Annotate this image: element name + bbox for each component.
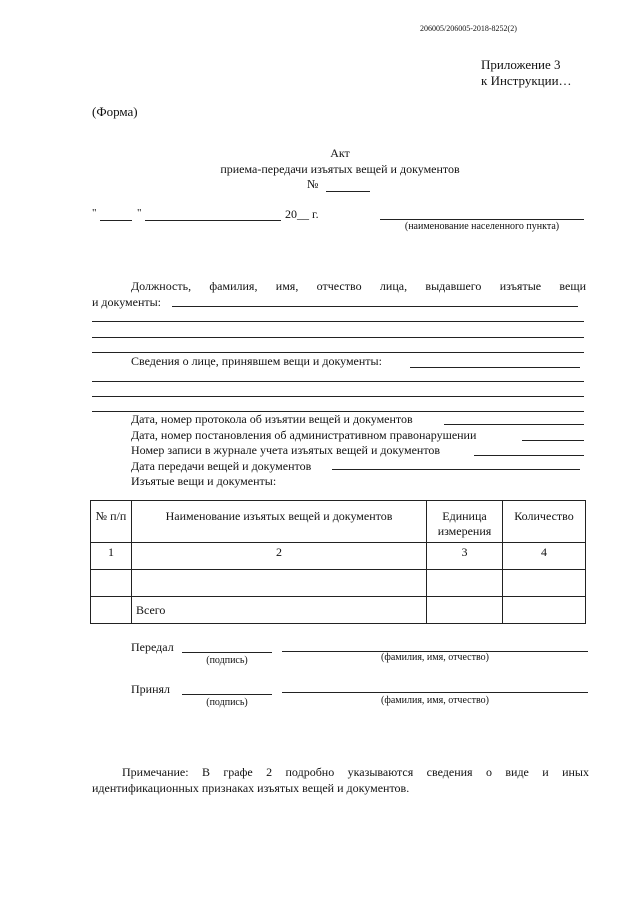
table-cell <box>132 570 427 597</box>
receiver-underline-1 <box>410 367 580 368</box>
accepted-name-underline <box>282 692 588 693</box>
issuer-underline-1 <box>172 306 578 307</box>
table-numbering-row <box>91 543 586 570</box>
header-unit: Единица измерения <box>427 501 503 543</box>
note-line1: Примечание: В графе 2 подробно указываются сведения о виде и иных <box>122 765 589 779</box>
place-underline <box>380 219 584 220</box>
table-cell <box>91 597 132 624</box>
header-number: № п/п <box>91 501 132 543</box>
table-header-row <box>91 501 586 543</box>
month-underline <box>145 220 281 221</box>
table-total-row <box>91 597 586 624</box>
issuer-label-line2: и документы: <box>92 295 162 309</box>
items-table <box>90 500 586 624</box>
accepted-sign-underline <box>182 694 272 695</box>
accepted-name-caption: (фамилия, имя, отчество) <box>381 695 489 706</box>
table-cell <box>91 570 132 597</box>
journal-label: Номер записи в журнале учета изъятых вещей и документов <box>131 443 441 457</box>
handed-sign-caption: (подпись) <box>206 655 248 666</box>
year-label: 20__ г. <box>285 207 319 221</box>
handed-sign-underline <box>182 652 272 653</box>
resolution-underline <box>522 440 584 441</box>
issuer-underline-2 <box>92 321 584 322</box>
day-underline <box>100 220 132 221</box>
col-num-3: 3 <box>427 543 503 570</box>
receiver-underline-2 <box>92 381 584 382</box>
table-cell <box>427 597 503 624</box>
issuer-underline-4 <box>92 352 584 353</box>
form-label: (Форма) <box>92 104 138 119</box>
handed-label: Передал <box>131 640 174 654</box>
number-underline <box>326 191 370 192</box>
accepted-label: Принял <box>131 682 171 696</box>
note-line2: идентификационных признаках изъятых вещей и документов. <box>92 781 410 795</box>
table-cell <box>503 570 586 597</box>
col-num-2: 2 <box>132 543 427 570</box>
document-number: 206005/206005-2018-8252(2) <box>420 24 517 33</box>
transfer-date-label: Дата передачи вещей и документов <box>131 459 312 473</box>
header-quantity: Количество <box>503 501 586 543</box>
title-act: Акт <box>330 146 350 160</box>
items-label: Изъятые вещи и документы: <box>131 474 277 488</box>
handed-name-caption: (фамилия, имя, отчество) <box>381 652 489 663</box>
date-quote-open: " <box>92 207 97 219</box>
col-num-4: 4 <box>503 543 586 570</box>
total-label: Всего <box>132 597 427 624</box>
title-number: № <box>307 177 319 191</box>
receiver-underline-3 <box>92 396 584 397</box>
protocol-label: Дата, номер протокола об изъятии вещей и документов <box>131 412 413 426</box>
table-cell <box>427 570 503 597</box>
date-quote-close: " <box>137 207 142 219</box>
header-name: Наименование изъятых вещей и документов <box>132 501 427 543</box>
resolution-label: Дата, номер постановления об административном правонарушении <box>131 428 477 442</box>
accepted-sign-caption: (подпись) <box>206 697 248 708</box>
appendix-line1: Приложение 3 <box>481 57 561 72</box>
table-cell <box>503 597 586 624</box>
issuer-underline-3 <box>92 337 584 338</box>
journal-underline <box>474 455 584 456</box>
receiver-label: Сведения о лице, принявшем вещи и документы: <box>131 354 382 368</box>
col-num-1: 1 <box>91 543 132 570</box>
appendix-line2: к Инструкции… <box>481 73 572 88</box>
table-row <box>91 570 586 597</box>
title-subtitle: приема-передачи изъятых вещей и документов <box>220 162 460 176</box>
issuer-label-line1: Должность, фамилия, имя, отчество лица, выдавшего изъятые вещи <box>131 279 586 293</box>
place-caption: (наименование населенного пункта) <box>404 221 560 232</box>
transfer-date-underline <box>332 469 580 470</box>
protocol-underline <box>444 424 584 425</box>
